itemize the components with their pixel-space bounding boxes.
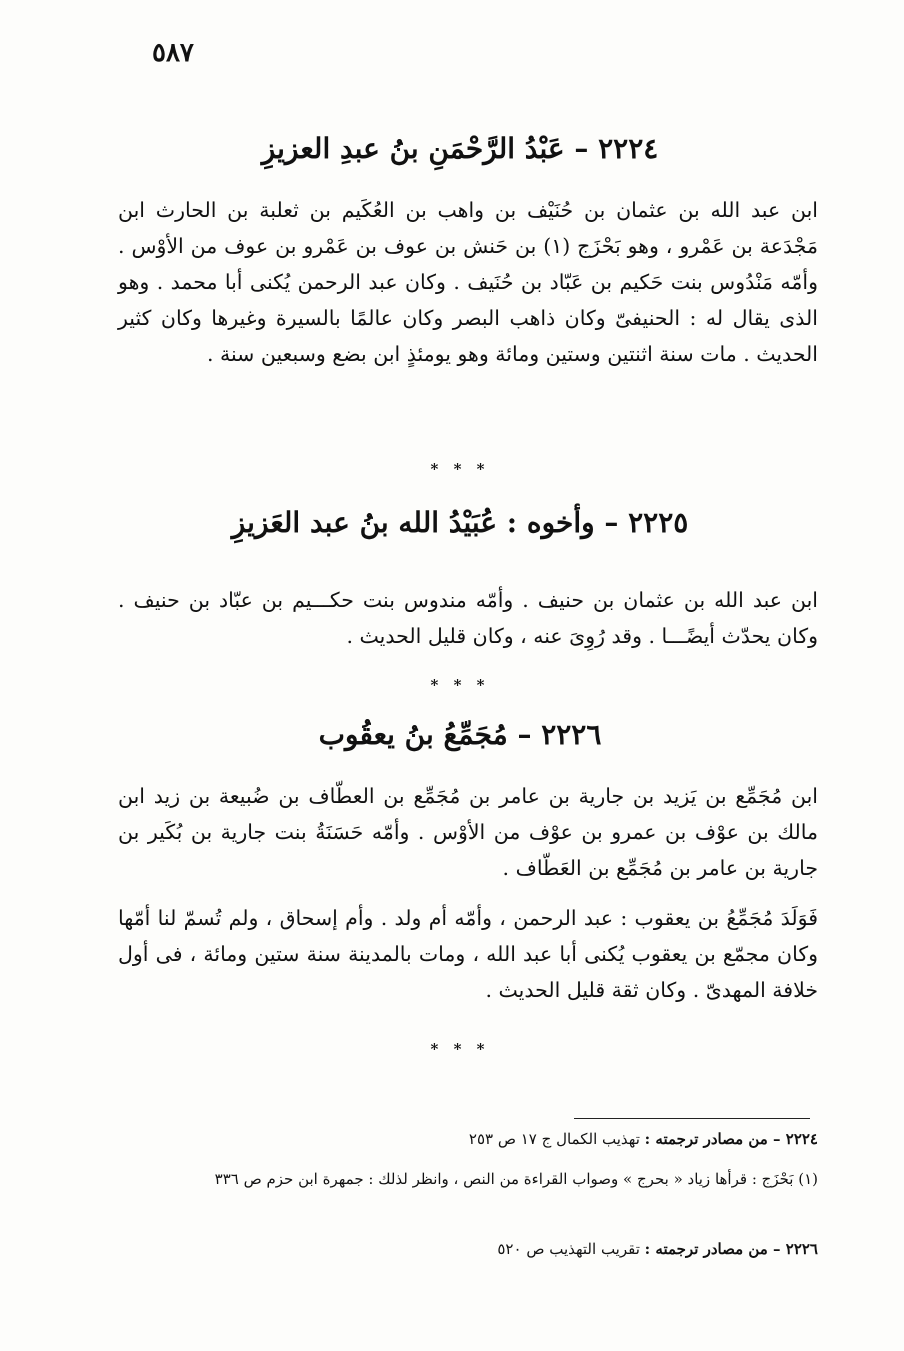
footnote-2226 — [118, 1234, 818, 1264]
footnote-text: تهذيب الكمال ج ١٧ ص ٢٥٣ — [468, 1130, 645, 1148]
footnote-label: ٢٢٢٦ – من مصادر ترجمته : — [644, 1240, 818, 1258]
footnote-rule — [574, 1118, 810, 1119]
footnote-2224 — [118, 1124, 818, 1154]
section-separator: * * * — [430, 676, 490, 694]
footnote-label: ٢٢٢٤ – من مصادر ترجمته : — [644, 1130, 818, 1148]
footnote-1 — [118, 1164, 818, 1194]
entry-body-2226-children: فَوَلَدَ مُجَمِّعُ بن يعقوب : عبد الرحمن ، وأمّه أم ولد . وأم إسحاق ، ولم تُسمّ لنا أمّها وكان مجمّع بن يعقوب يُكنى أبا عبد الله ، ومات بالمدينة سنة ستين ومائة ، فى أول خلافة المهدىّ . وكان ثقة قليل الحديث . — [118, 906, 818, 1002]
footnote-label: (١) بَحْزَج : — [751, 1170, 818, 1188]
section-separator: * * * — [430, 1040, 490, 1058]
entry-title-2226: ٢٢٢٦ – مُجَمِّعُ بنُ يعقُوب — [318, 718, 602, 751]
entry-body-2226: ابن مُجَمِّع بن يَزيد بن جارية بن عامر بن مُجَمِّع بن العطّاف بن ضُبيعة بن زيد ابن مالك بن عوْف بن عمرو بن عوْف من الأوْس . وأمّه حَسَنَةُ بنت جارية بن بُكَير بن جارية بن عامر بن مُجَمِّع بن العَطّاف . — [118, 784, 818, 880]
entry-title-2224: ٢٢٢٤ – عَبْدُ الرَّحْمَنِ بنُ عبدِ العزيزِ — [261, 132, 659, 165]
entry-title-2225: ٢٢٢٥ – وأخوه : عُبَيْدُ الله بنُ عبد العَزيزِ — [231, 506, 689, 539]
section-separator: * * * — [430, 460, 490, 478]
entry-body-2224: ابن عبد الله بن عثمان بن حُنَيْف بن واهب بن العُكَيم بن ثعلبة بن الحارث ابن مَجْدَعة بن عَمْرو ، وهو بَحْزَج (١) بن حَنش بن عوف بن عَمْرو بن عوف من الأوْس . وأمّه مَنْدُوس بنت حَكيم بن عَبّاد بن حُنَيف . وكان عبد الرحمن يُكنى أبا محمد . وهو الذى يقال له : الحنيفىّ وكان ذاهب البصر وكان عالمًا بالسيرة وغيرها وكان كثير الحديث . مات سنة اثنتين وستين ومائة وهو يومئذٍ ابن بضع وسبعين سنة . — [118, 198, 818, 366]
entry-body-2225: ابن عبد الله بن عثمان بن حنيف . وأمّه مندوس بنت حكـــيم بن عبّاد بن حنيف . وكان يحدّث أيضًـــا . وقد رُوِىَ عنه ، وكان قليل الحديث . — [118, 588, 818, 648]
footnote-text: تقريب التهذيب ص ٥٢٠ — [497, 1240, 645, 1258]
page-number: ٥٨٧ — [152, 38, 194, 68]
footnote-text: قرأها زياد « بحرج » وصواب القراءة من النص ، وانظر لذلك : جمهرة ابن حزم ص ٣٣٦ — [214, 1170, 752, 1188]
